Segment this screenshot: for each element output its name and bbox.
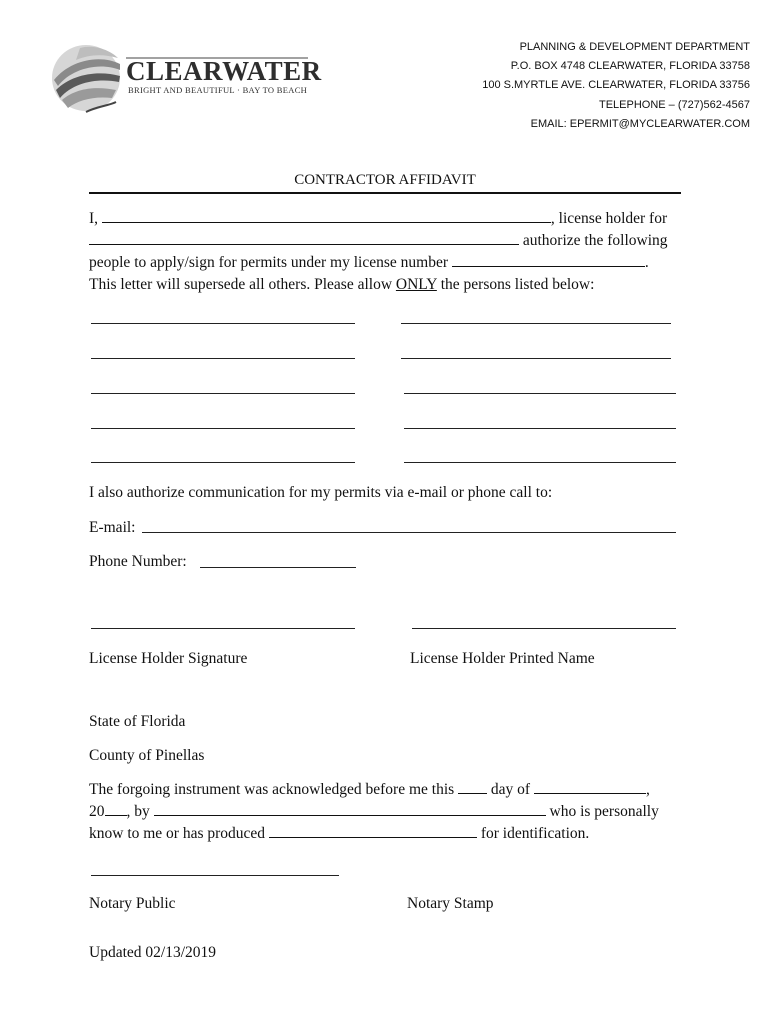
- signature-label: License Holder Signature: [89, 650, 248, 667]
- authorized-person-7-line[interactable]: [91, 428, 355, 429]
- title-divider: [89, 192, 681, 194]
- logo-wordmark: CLEARWATER: [126, 56, 322, 86]
- company-name-field[interactable]: [89, 230, 519, 245]
- department-telephone: TELEPHONE – (727)562-4567: [598, 98, 750, 111]
- intro-line-2: authorize the following: [89, 230, 668, 252]
- authorized-person-6-line[interactable]: [404, 393, 676, 394]
- printed-name-line[interactable]: [412, 628, 676, 629]
- department-email: EMAIL: EPERMIT@MYCLEARWATER.COM: [530, 117, 750, 130]
- intro-line-3: people to apply/sign for permits under my license number .: [89, 254, 649, 271]
- form-title: CONTRACTOR AFFIDAVIT: [294, 172, 476, 188]
- printed-name-label: License Holder Printed Name: [410, 650, 595, 667]
- department-name: PLANNING & DEVELOPMENT DEPARTMENT: [519, 41, 750, 53]
- logo-tagline: BRIGHT AND BEAUTIFUL · BAY TO BEACH: [128, 85, 308, 95]
- acknowledged-month-field[interactable]: [534, 779, 646, 794]
- only-emphasis: ONLY: [395, 276, 437, 293]
- notary-line-1: The forgoing instrument was acknowledged before me this day of ,: [89, 781, 650, 798]
- phone-label: Phone Number:: [89, 553, 187, 570]
- notary-public-label: Notary Public: [89, 895, 176, 912]
- acknowledged-year-field[interactable]: [105, 801, 127, 816]
- notary-line-2: 20 , by who is personally: [89, 803, 659, 820]
- department-po-box: P.O. BOX 4748 CLEARWATER, FLORIDA 33758: [510, 60, 750, 73]
- authorized-person-4-line[interactable]: [401, 358, 671, 359]
- contractor-name-field[interactable]: [102, 208, 551, 223]
- notary-signature-line[interactable]: [91, 875, 339, 876]
- acknowledged-by-field[interactable]: [154, 801, 546, 816]
- notary-line-3: know to me or has produced for identification.: [89, 825, 590, 842]
- state-text: State of Florida: [89, 713, 186, 730]
- email-label: E-mail:: [89, 519, 136, 536]
- intro-line-1: I, , license holder for: [89, 210, 668, 227]
- acknowledged-day-field[interactable]: [458, 779, 487, 794]
- signature-line[interactable]: [91, 628, 355, 629]
- updated-date: Updated 02/13/2019: [89, 944, 216, 961]
- authorized-person-3-line[interactable]: [91, 358, 355, 359]
- license-number-field[interactable]: [452, 252, 645, 267]
- intro-line-4: This letter will supersede all others. Please allow ONLY the persons listed below:: [89, 276, 595, 293]
- department-street-address: 100 S.MYRTLE AVE. CLEARWATER, FLORIDA 33756: [482, 79, 750, 92]
- authorized-person-1-line[interactable]: [91, 323, 355, 324]
- phone-field[interactable]: [200, 567, 356, 568]
- authorized-person-9-line[interactable]: [91, 462, 355, 463]
- authorized-person-8-line[interactable]: [404, 428, 676, 429]
- communication-text: I also authorize communication for my permits via e-mail or phone call to:: [89, 484, 553, 501]
- county-text: County of Pinellas: [89, 747, 205, 764]
- department-header: [482, 38, 750, 134]
- notary-stamp-label: Notary Stamp: [407, 895, 494, 912]
- authorized-person-5-line[interactable]: [91, 393, 355, 394]
- authorized-person-2-line[interactable]: [401, 323, 671, 324]
- identification-field[interactable]: [269, 823, 477, 838]
- authorized-person-10-line[interactable]: [404, 462, 676, 463]
- email-field[interactable]: [142, 532, 676, 533]
